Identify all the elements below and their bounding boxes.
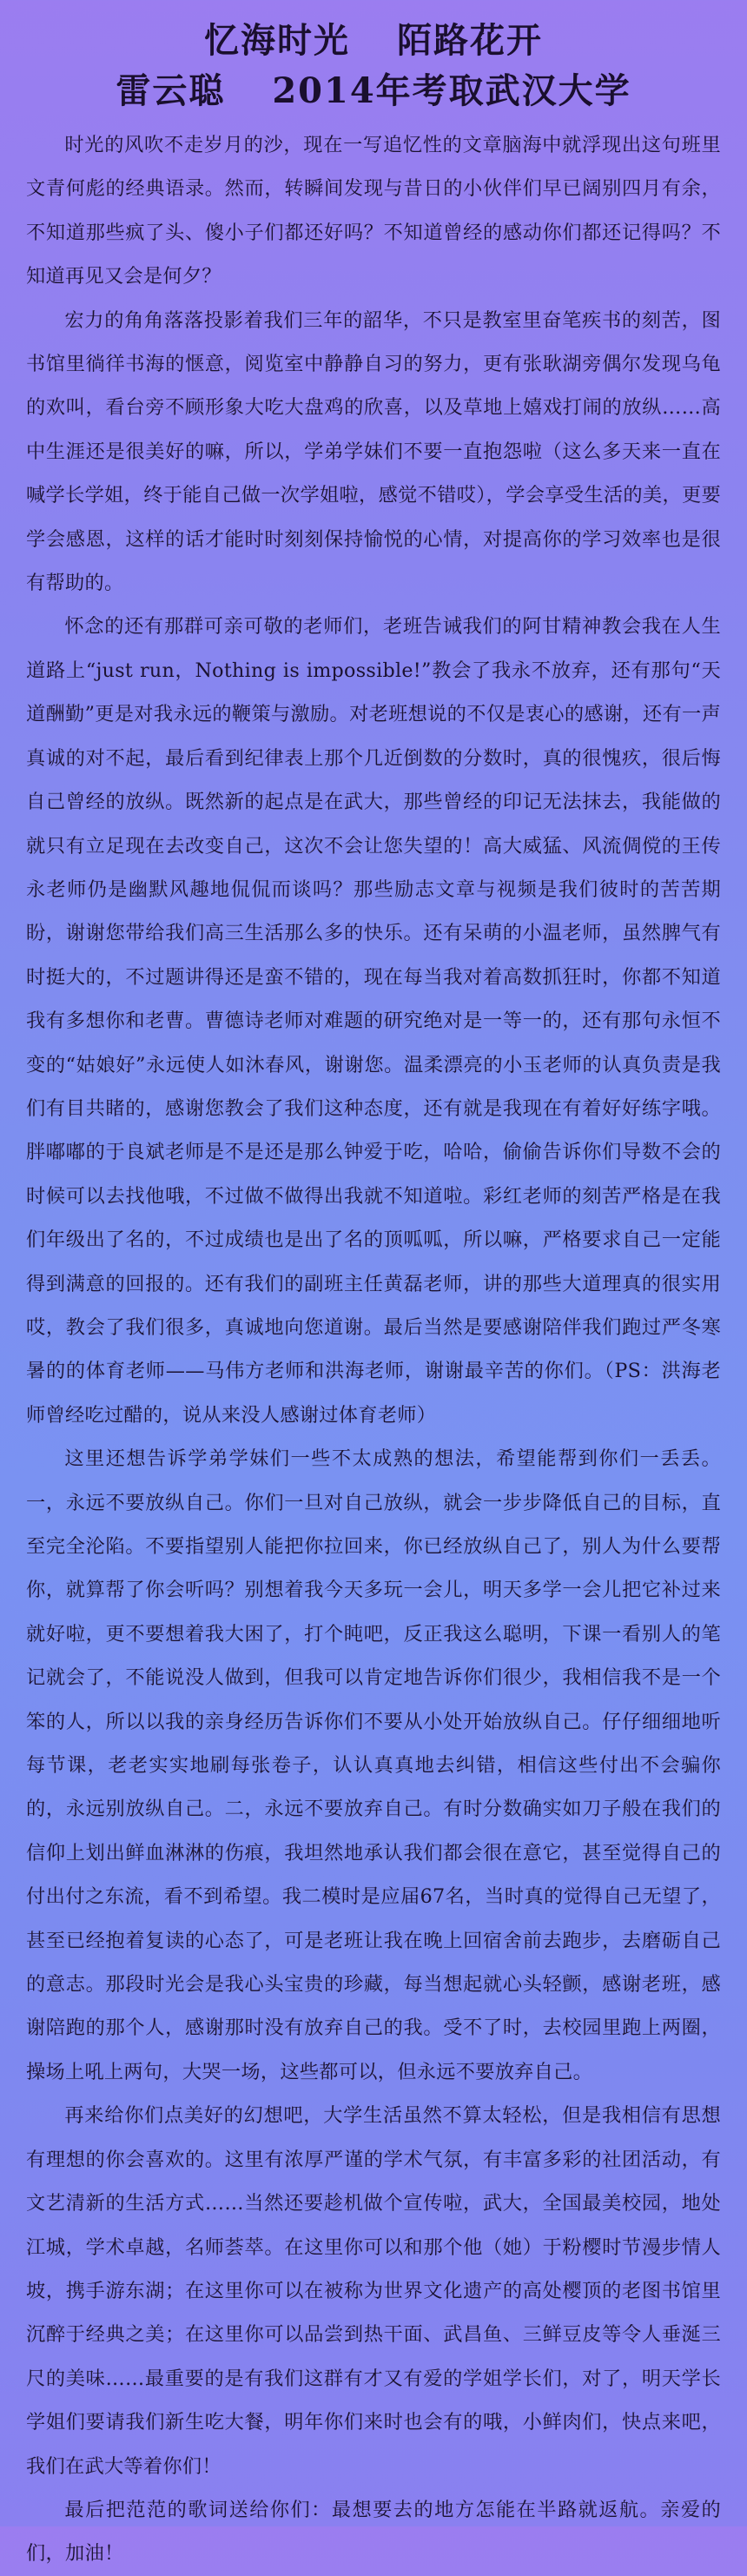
article-body — [26, 123, 721, 2576]
title-right: 陌路花开 — [397, 20, 543, 61]
paragraph-closing: 最后把范范的歌词送给你们：最想要去的地方怎能在半路就返航。亲爱的们，加油！ — [26, 2498, 721, 2566]
paragraph-campus-memories: 宏力的角角落落投影着我们三年的韶华，不只是教室里奋笔疾书的刻苦，图书馆里徜徉书海的惬意，阅览室中静静自习的努力，更有张耿湖旁偶尔发现乌龟的欢叫，看台旁不顾形象大吃大盘鸡的欣喜，以及草地上嬉戏打闹的放纵……高中生涯还是很美好的嘛，所以，学弟学妹们不要一直抱怨啦（这么多天来一直在喊学长学姐，终于能自己做一次学姐啦，感觉不错哎），学会享受生活的美，更要学会感恩，这样的话才能时时刻刻保持愉悦的心情，对提高你的学习效率也是很有帮助的。 — [26, 308, 721, 595]
paragraph-advice: 这里还想告诉学弟学妹们一些不太成熟的想法，希望能帮到你们一丢丢。一，永远不要放纵自己。你们一旦对自己放纵，就会一步步降低自己的目标，直至完全沦陷。不要指望别人能把你拉回来，你已经放纵自己了，别人为什么要帮你，就算帮了你会听吗？别想着我今天多玩一会儿，明天多学一会儿把它补过来就好啦，更不要想着我大困了，打个盹吧，反正我这么聪明，下课一看别人的笔记就会了，不能说没人做到，但我可以肯定地告诉你们很少，我相信我不是一个笨的人，所以以我的亲身经历告诉你们不要从小处开始放纵自己。仔仔细细地听每节课，老老实实地刷每张卷子，认认真真地去纠错，相信这些付出不会骗你的，永远别放纵自己。二，永远不要放弃自己。有时分数确实如刀子般在我们的信仰上划出鲜血淋淋的伤痕，我坦然地承认我们都会很在意它，甚至觉得自己的付出付之东流，看不到希望。我二模时是应届67名，当时真的觉得自己无望了，甚至已经抱着复读的心态了，可是老班让我在晚上回宿舍前去跑步，去磨砺自己的意志。那段时光会是我心头宝贵的珍藏，每当想起就心头轻颤，感谢老班，感谢陪跑的那个人，感谢那时没有放弃自己的我。受不了时，去校园里跑上两圈，操场上吼上两句，大哭一场，这些都可以，但永远不要放弃自己。 — [26, 1447, 721, 2083]
title-left: 忆海时光 — [204, 20, 350, 61]
article-title — [26, 16, 721, 66]
paragraph-university-life: 再来给你们点美好的幻想吧，大学生活虽然不算太轻松，但是我相信有思想有理想的你会喜欢的。这里有浓厚严谨的学术气氛，有丰富多彩的社团活动，有文艺清新的生活方式……当然还要趁机做个宣传啦，武大，全国最美校园，地处江城，学术卓越，名师荟萃。在这里你可以和那个他（她）于粉樱时节漫步情人坡，携手游东湖；在这里你可以在被称为世界文化遗产的高处樱顶的老图书馆里沉醉于经典之美；在这里你可以品尝到热干面、武昌鱼、三鲜豆皮等令人垂涎三尺的美味……最重要的是有我们这群有才又有爱的学姐学长们，对了，明天学长学姐们要请我们新生吃大餐，明年你们来时也会有的哦，小鲜肉们，快点来吧，我们在武大等着你们！ — [26, 2104, 721, 2478]
paragraph-teachers: 怀念的还有那群可亲可敬的老师们，老班告诫我们的阿甘精神教会我在人生道路上“just run，Nothing is impossible!”教会了我永不放弃，还有那句“天道酬勤”更是对我永远的鞭策与激励。对老班想说的不仅是衷心的感谢，还有一声真诚的对不起，最后看到纪律表上那个几近倒数的分数时，真的很愧疚，很后悔自己曾经的放纵。既然新的起点是在武大，那些曾经的印记无法抹去，我能做的就只有立足现在去改变自己，这次不会让您失望的！高大威猛、风流倜傥的王传永老师仍是幽默风趣地侃侃而谈吗？那些励志文章与视频是我们彼时的苦苦期盼，谢谢您带给我们高三生活那么多的快乐。还有呆萌的小温老师，虽然脾气有时挺大的，不过题讲得还是蛮不错的，现在每当我对着高数抓狂时，你都不知道我有多想你和老曹。曹德诗老师对难题的研究绝对是一等一的，还有那句永恒不变的“姑娘好”永远使人如沐春风，谢谢您。温柔漂亮的小玉老师的认真负责是我们有目共睹的，感谢您教会了我们这种态度，还有就是我现在有着好好练字哦。胖嘟嘟的于良斌老师是不是还是那么钟爱于吃，哈哈，偷偷告诉你们导数不会的时候可以去找他哦，不过做不做得出我就不知道啦。彩红老师的刻苦严格是在我们年级出了名的，不过成绩也是出了名的顶呱呱，所以嘛，严格要求自己一定能得到满意的回报的。还有我们的副班主任黄磊老师，讲的那些大道理真的很实用哎，教会了我们很多，真诚地向您道谢。最后当然是要感谢陪伴我们跑过严冬寒暑的的体育老师——马伟方老师和洪海老师，谢谢最辛苦的你们。（PS：洪海老师曾经吃过醋的，说从来没人感谢过体育老师） — [26, 615, 721, 1427]
paragraph-intro: 时光的风吹不走岁月的沙，现在一写追忆性的文章脑海中就浮现出这句班里文青何彪的经典语录。然而，转瞬间发现与昔日的小伙伴们早已阔别四月有余，不知道那些疯了头、傻小子们都还好吗？不知道曾经的感动你们都还记得吗？不知道再见又会是何夕？ — [26, 134, 721, 288]
author-name: 雷云聪 — [116, 70, 226, 111]
author-info: 2014年考取武汉大学 — [272, 70, 631, 111]
author-line — [26, 66, 721, 116]
